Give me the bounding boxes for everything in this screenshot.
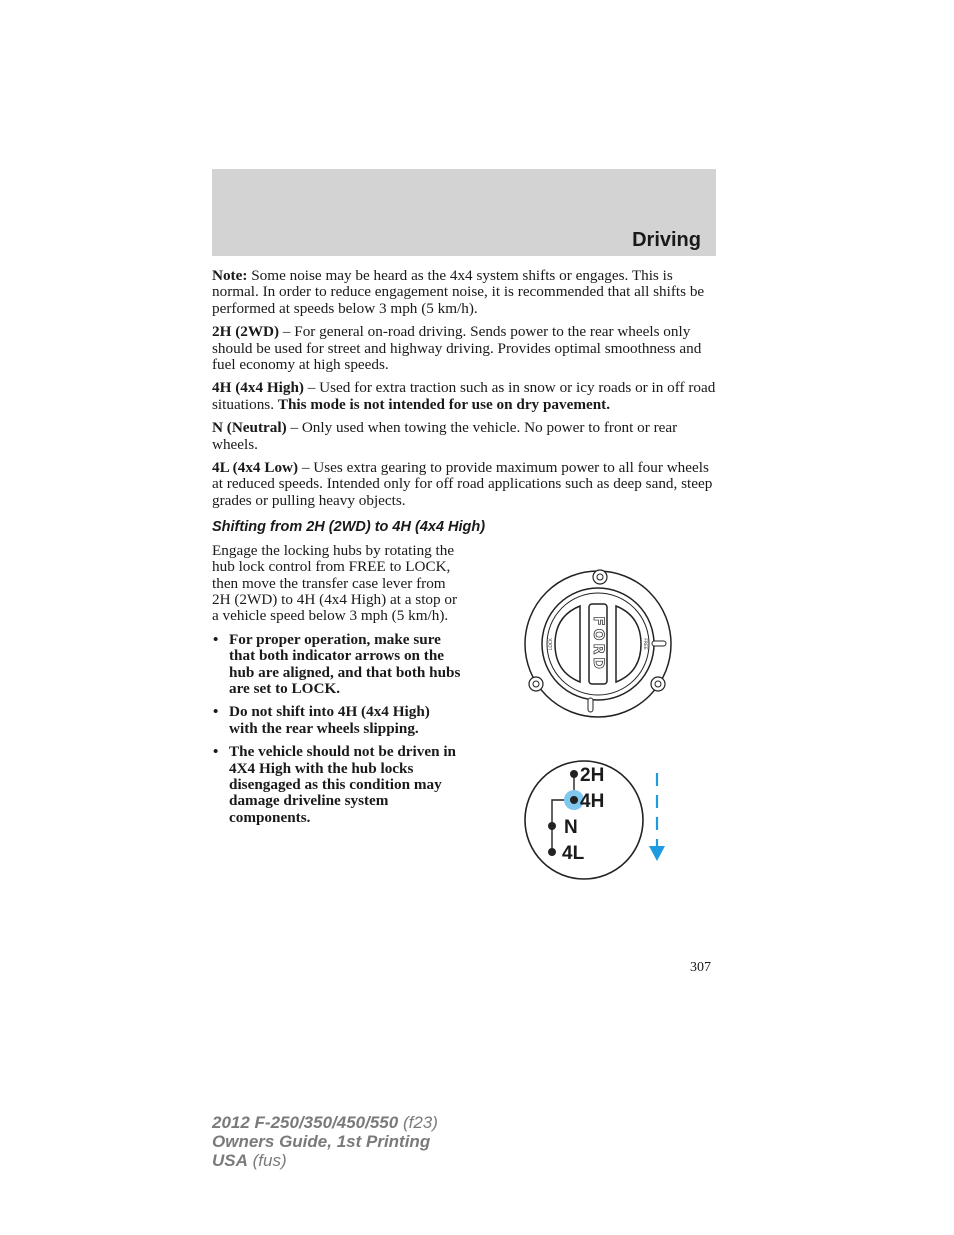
hub-lock-label: LOCK: [549, 638, 554, 650]
list-item: • For proper operation, make sure that both indicator arrows on the hub are aligned, and that both hubs are set to LOCK.: [213, 630, 461, 697]
page-number: 307: [690, 960, 711, 975]
note-label: Note:: [212, 267, 248, 284]
mode-neutral-paragraph: N (Neutral) – Only used when towing the vehicle. No power to front or rear wheels.: [212, 419, 678, 453]
shifting-intro: Engage the locking hubs by rotating the hub lock control from FREE to LOCK, then move the transfer case lever from 2H (2WD) to 4H (4x4 High) at a stop or a vehicle speed below 3 mph (5 km/h).: [212, 541, 458, 625]
arrow-down-icon: [649, 846, 665, 861]
position-4l-label: 4L: [562, 843, 585, 864]
list-item: • The vehicle should not be driven in 4X4 High with the hub locks disengaged as this condition may damage driveline system components.: [213, 743, 457, 826]
note-paragraph: Note: Some noise may be heard as the 4x4 system shifts or engages. This is normal. In order to reduce engagement noise, it is recommended that all shifts be performed at speeds below 3 mph (5 km/h).: [212, 267, 705, 317]
hub-free-label: FREE: [642, 638, 647, 650]
position-4h-label: 4H: [580, 791, 605, 812]
shifting-instructions: [212, 543, 467, 625]
mode-4l-paragraph: 4L (4x4 Low) – Uses extra gearing to provide maximum power to all four wheels at reduced speeds. Intended only for off road applications such as deep sand, steep grades or pulling heavy objects.: [212, 459, 713, 509]
footer-line-market: USA (fus): [212, 1151, 287, 1170]
hub-lock-illustration: [522, 568, 674, 720]
transfer-case-shift-diagram: [520, 756, 670, 884]
dry-pavement-warning: This mode is not intended for use on dry pavement.: [277, 395, 611, 413]
document-footer: [212, 1113, 438, 1170]
footer-line-edition: Owners Guide, 1st Printing: [212, 1132, 431, 1151]
page-body: [212, 268, 718, 833]
hub-brand-text: FORD: [590, 616, 606, 672]
section-title: Driving: [632, 229, 701, 251]
position-2h-label: 2H: [580, 765, 605, 786]
subsection-heading: Shifting from 2H (2WD) to 4H (4x4 High): [212, 519, 486, 536]
mode-2h-paragraph: 2H (2WD) – For general on-road driving. Sends power to the rear wheels only should be used for street and highway driving. Provides optimal smoothness and fuel economy at high speeds.: [212, 323, 702, 374]
list-item: • Do not shift into 4H (4x4 High) with the rear wheels slipping.: [213, 703, 430, 737]
position-n-label: N: [564, 817, 578, 838]
caution-list: [212, 632, 462, 826]
footer-line-model: 2012 F-250/350/450/550 (f23): [212, 1113, 438, 1132]
mode-4h-paragraph: 4H (4x4 High) – Used for extra traction such as in snow or icy roads or in off road situations. This mode is not intended for use on dry pavement.: [212, 379, 716, 413]
section-header-bar: [212, 169, 716, 256]
